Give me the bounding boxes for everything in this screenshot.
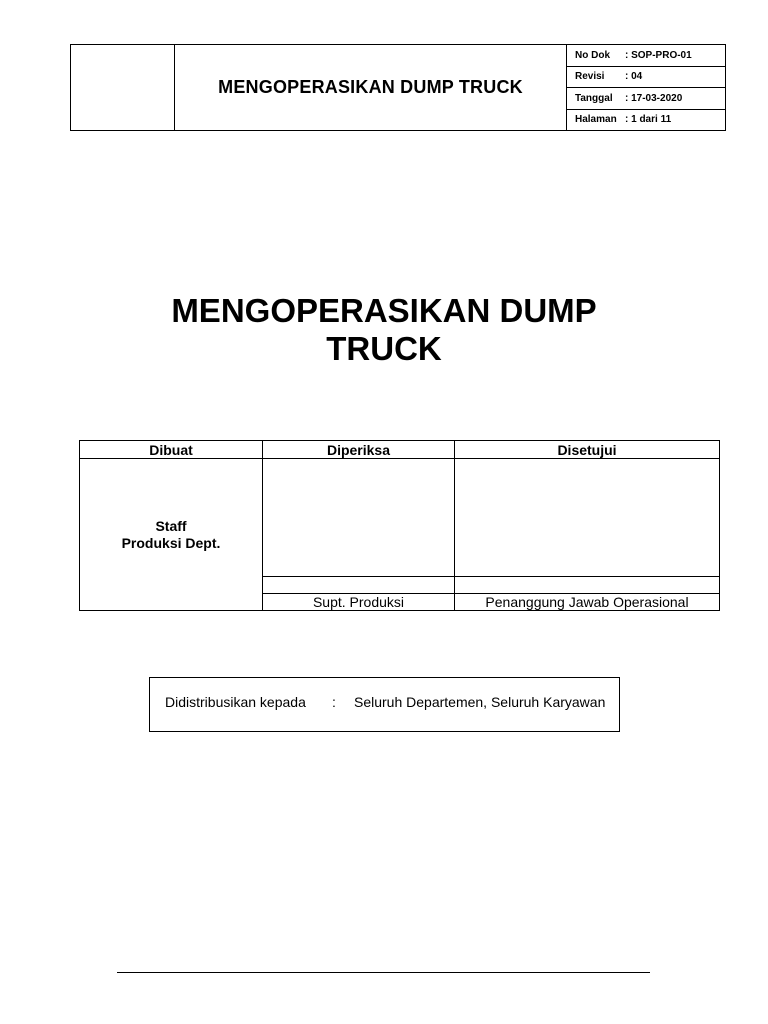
meta-value: : 1 dari 11 [625, 114, 672, 126]
meta-key: No Dok [575, 49, 610, 61]
meta-key: Halaman [575, 114, 617, 126]
meta-value: : 17-03-2020 [625, 92, 683, 104]
meta-row-tanggal [567, 88, 725, 110]
distribution-separator: : [332, 694, 336, 710]
header-dibuat: Dibuat [80, 441, 263, 458]
logo-placeholder [71, 45, 175, 130]
footer-line [117, 972, 650, 973]
approver-role: Penanggung Jawab Operasional [485, 594, 689, 610]
column-divider [454, 459, 455, 610]
approval-table [79, 440, 720, 611]
document-meta [567, 45, 725, 130]
header-disetujui: Disetujui [557, 441, 617, 458]
distribution-box [149, 677, 620, 732]
meta-row-halaman [567, 110, 725, 131]
meta-value: : SOP-PRO-01 [625, 49, 692, 61]
meta-value: : 04 [625, 71, 643, 83]
header-title: MENGOPERASIKAN DUMP TRUCK [175, 45, 567, 130]
meta-key: Revisi [575, 71, 605, 83]
distribution-value: Seluruh Departemen, Seluruh Karyawan [354, 694, 606, 710]
maker-line-2: Produksi Dept. [121, 534, 221, 551]
maker-cell [80, 459, 263, 610]
distribution-label: Didistribusikan kepada [165, 694, 306, 710]
header-diperiksa: Diperiksa [263, 441, 455, 458]
signature-divider [263, 576, 719, 577]
page-title-line-1: MENGOPERASIKAN DUMP [171, 292, 597, 329]
document-header [70, 44, 726, 131]
meta-key: Tanggal [575, 92, 613, 104]
checker-role: Supt. Produksi [312, 594, 405, 610]
page-title-line-2: TRUCK [326, 330, 442, 367]
approval-header-row [80, 441, 719, 459]
meta-row-revisi [567, 67, 725, 89]
maker-line-1: Staff [155, 517, 187, 534]
page-title [0, 292, 768, 368]
meta-row-no-dok [567, 45, 725, 67]
